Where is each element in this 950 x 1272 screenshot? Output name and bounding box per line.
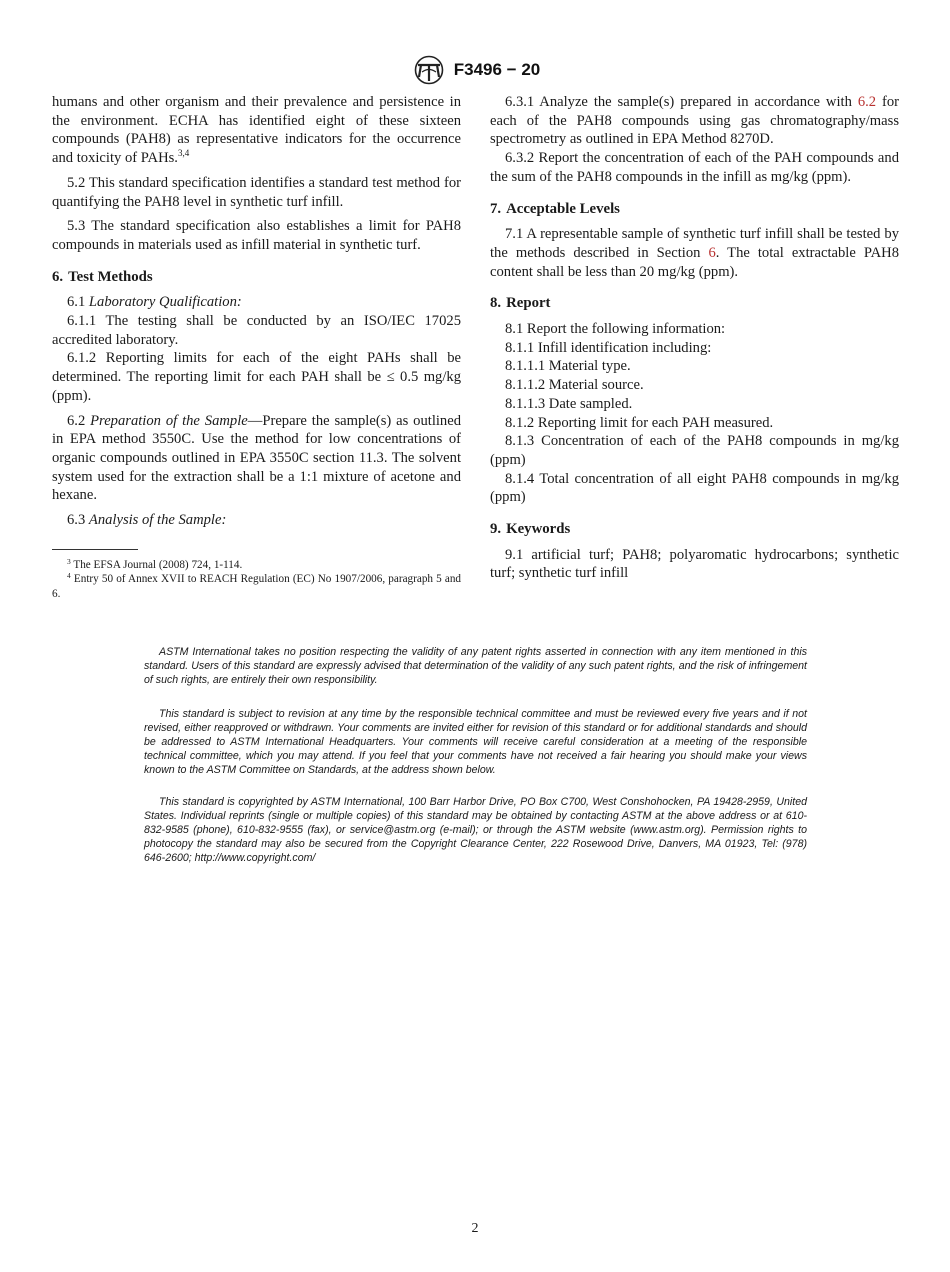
section-6-3-1: 6.3.1 Analyze the sample(s) prepared in accordance with 6.2 for each of the PAH8 compounds using gas chromatography/mass spectrometry as outlined in EPA Method 8270D.: [490, 94, 900, 148]
section-8-1-3: 8.1.3 Concentration of each of the PAH8 compounds in mg/kg (ppm): [490, 433, 899, 468]
section-6-1: 6.1 Laboratory Qualification:: [67, 294, 242, 311]
heading-report: 8. Report: [490, 295, 551, 312]
patent-notice: ASTM International takes no position respecting the validity of any patent rights asserted in connection with any item mentioned in this standard. Users of this standard are expressly advised that determination of the validity of any such patent rights, and the risk of infringement of such rights, are entirely their own responsibility.: [144, 646, 807, 686]
document-designation: F3496 − 20: [453, 60, 541, 79]
section-8-1-4: 8.1.4 Total concentration of all eight PAH8 compounds in mg/kg (ppm): [490, 470, 899, 506]
heading-acceptable-levels: 7. Acceptable Levels: [490, 200, 620, 217]
footnote-divider: [52, 549, 138, 550]
section-6-1-1: 6.1.1 The testing shall be conducted by an ISO/IEC 17025 accredited laboratory.: [52, 313, 461, 348]
section-6-3: 6.3 Analysis of the Sample:: [67, 512, 227, 529]
heading-test-methods: 6. Test Methods: [52, 268, 153, 285]
footnote-3: $^3$ The EFSA Journal (2008) 724, 1-114.: [67, 556, 243, 571]
heading-keywords: 9. Keywords: [490, 521, 571, 538]
section-5-3: 5.3 The standard specification also establishes a limit for PAH8 compounds in materials used as infill material in synthetic turf.: [52, 218, 461, 253]
section-8-1-2: 8.1.2 Reporting limit for each PAH measured.: [505, 414, 774, 431]
section-8-1-1-3: 8.1.1.3 Date sampled.: [505, 395, 633, 412]
page-header: [0, 55, 950, 85]
left-column: [52, 93, 461, 601]
section-8-1: 8.1 Report the following information:: [505, 321, 726, 338]
section-9-1: 9.1 artificial turf; PAH8; polyaromatic hydrocarbons; synthetic turf; synthetic turf infill: [490, 546, 899, 582]
footnote-4: $^4$ Entry 50 of Annex XVII to REACH Regulation (EC) No 1907/2006, paragraph 5 and 6.: [52, 571, 462, 600]
intro-paragraph: humans and other organism and their prevalence and persistence in the environment. ECHA has identified eight of these sixteen compounds (PAH8) as representative indicators for the occurrence and toxicity of PAHs.$^{3,4}$: [52, 94, 461, 167]
copyright-notice: This standard is copyrighted by ASTM International, 100 Barr Harbor Drive, PO Box C700, West Conshohocken, PA 19428-2959, United States. Individual reprints (single or multiple copies) of this standard may be obtained by contacting ASTM at the above address or at 610-832-9585 (phone), 610-832-9555 (fax), or service@astm.org (e-mail); or through the ASTM website (www.astm.org). Permission rights to photocopy the standard may also be secured from the Copyright Clearance Center, 222 Rosewood Drive, Danvers, MA 01923, Tel: (978) 646-2600; http://www.copyright.com/: [144, 796, 807, 864]
section-6-1-2: 6.1.2 Reporting limits for each of the eight PAHs shall be determined. The reporting limit for each PAH shall be ≤ 0.5 mg/kg (ppm).: [52, 350, 461, 404]
footnote-ref: 3,4: [177, 148, 190, 159]
revision-notice: This standard is subject to revision at any time by the responsible technical committee and must be reviewed every five years and if not revised, either reapproved or withdrawn. Your comments are invited either for revision of this standard or for additional standards and should be addressed to ASTM International Headquarters. Your comments will receive careful consideration at a meeting of the responsible technical committee, which you may attend. If you feel that your comments have not received a fair hearing you should make your views known to the ASTM Committee on Standards, at the address shown below.: [144, 708, 807, 776]
section-link-6-2[interactable]: 6.2: [857, 94, 877, 110]
section-8-1-1-2: 8.1.1.2 Material source.: [505, 377, 644, 394]
section-link-6[interactable]: 6: [708, 244, 716, 261]
section-7-1: 7.1 A representable sample of synthetic turf infill shall be tested by the methods described in Section 6. The total extractable PAH8 content shall be less than 20 mg/kg (ppm).: [490, 226, 900, 280]
section-5-2: 5.2 This standard specification identifies a standard test method for quantifying the PAH8 level in synthetic turf infill.: [52, 174, 461, 210]
astm-logo: [410, 55, 448, 85]
section-6-3-2: 6.3.2 Report the concentration of each of the PAH compounds and the sum of the PAH8 compounds in the infill as mg/kg (ppm).: [490, 150, 899, 185]
section-8-1-1-1: 8.1.1.1 Material type.: [505, 358, 631, 375]
page-number: 2: [471, 1221, 479, 1236]
section-8-1-1: 8.1.1 Infill identification including:: [505, 339, 712, 356]
right-column: [490, 93, 899, 583]
section-6-2: 6.2 Preparation of the Sample—Prepare the sample(s) as outlined in EPA method 3550C. Use the method for low concentrations of organic compounds outlined in EPA 3550C section 11.3. The solvent system used for the extraction shall be a 1:1 mixture of acetone and hexane.: [52, 412, 461, 504]
